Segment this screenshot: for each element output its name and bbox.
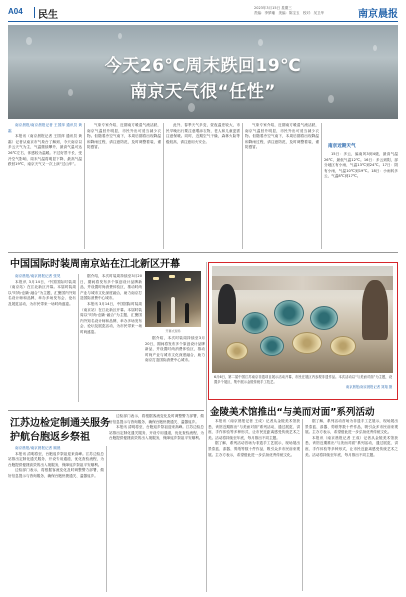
story-b-byline: 南京晨报/南京晨报记者 顾晨 <box>15 446 61 450</box>
header-divider <box>34 7 35 18</box>
header-editors: 责编：李梦璠 美编：陈宝玉 校对：吴卫华 <box>254 11 324 15</box>
weather-banner-photo <box>8 25 398 119</box>
cloisonne-plate <box>274 300 304 326</box>
weather-story-col2 <box>87 123 161 249</box>
weather-para: 此外，春季天气多变，昼夜温差较大，市民早晚出行要注意增添衣物，老人和儿童更需注意保暖。同时，近期空气干燥，森林火险等级较高，请注意用火安全。 <box>166 123 240 144</box>
column-divider <box>84 123 85 249</box>
cloisonne-plate <box>310 306 338 330</box>
weather-story-col5 <box>324 152 398 249</box>
story-a-para: 据介绍，本次时装周持续至3月20日，期间将发布多个原创设计品牌新品，并设置时尚消费体验区，推动时尚产业与城市文化深度融合，助力南京打造国际消费中心城市。 <box>145 336 205 363</box>
stage-light <box>185 278 191 281</box>
raindrop <box>118 33 122 39</box>
column-divider <box>163 123 164 249</box>
column-divider <box>106 446 107 592</box>
fashion-show-photo <box>145 271 201 327</box>
story-b-col1 <box>8 446 104 592</box>
feature-para: 据了解，系列活动首场为非遗手工艺展示，现场展出景泰蓝、漆器、剪纸等数十件作品，吸引众多市民前来观展。主办方表示，希望借此进一步弘扬优秀传统文化。 <box>208 441 300 457</box>
story-b-headline-2: 护航台胞返乡祭祖 <box>10 432 90 443</box>
story-a-byline: 南京晨报/南京晨报记者 张昊 <box>15 274 61 278</box>
story-a-col3 <box>145 336 205 402</box>
heritage-exhibit-photo <box>212 266 393 373</box>
model-figure <box>171 297 175 323</box>
feature-photo-box <box>208 262 398 400</box>
weather-byline: 南京晨报/南京晨报记者 王国萍 通讯员 黄霜 <box>8 123 82 133</box>
feature-para: 据了解，系列活动首场为非遗手工艺展示，现场展出景泰蓝、漆器、剪纸等数十件作品，吸引众多市民前来观展。主办方表示，希望借此进一步弘扬优秀传统文化。 <box>305 419 398 435</box>
column-divider <box>206 262 207 592</box>
weather-subheading: 南京近期天气 <box>328 144 356 149</box>
page-number: A04 <box>8 7 23 16</box>
feature-para: 本报讯（南京晨报记者 王成）记者从金陵美术馆获悉，该馆近期推出“与美而对面”系列活动，通过展览、讲座、手作体验等多种形式，让市民近距离感受传统艺术之美。活动将持续至年底，每月推出不同主题。 <box>305 435 398 457</box>
raindrop <box>26 37 32 45</box>
weather-para: 本报讯（南京晨报记者 王国萍 通讯员 黄霜）记者从南京市气象台了解到，今天南京以多云天气为主，气温继续攀升，最高气温可达26℃左右，体感较为温暖。不过好景不长，受冷空气影响，周末气温将明显下降，最高气温跌回19℃，南京天气又一次上演“过山车”。 <box>8 134 82 167</box>
story-a-col2 <box>80 274 142 402</box>
column-divider <box>78 274 79 402</box>
visitor-figure <box>362 280 388 340</box>
weather-story-col3 <box>166 123 240 249</box>
header-date: 2023年3月15日 星期三 <box>254 6 292 10</box>
story-b-para: 本报讯 清明将至，台胞返乡祭祖迎来高峰。江苏边检总站推出定制化通关服务，开设专用通道，优化查验流程，为台胞提供便捷高效的出入境服务，保障返乡祭祖平安顺利。 <box>109 425 204 441</box>
section-divider <box>8 252 398 253</box>
column-divider <box>302 419 303 591</box>
story-b-para: 边检部门表示，将根据客流变化及时调整警力部署，做好信息提示与咨询服务，确保台胞快捷通关、温馨返乡。 <box>109 414 204 424</box>
weather-headline-line1: 今天26℃周末跌回19℃ <box>104 56 302 76</box>
photo-credit: 南京晨报/南京晨报记者 刘翔 摄 <box>345 384 392 389</box>
ceramic-bowl <box>292 332 322 354</box>
feature-photo-caption <box>214 375 392 389</box>
visitor-figure <box>218 284 236 324</box>
weather-story-col1 <box>8 123 82 249</box>
weather-para: 气象专家介绍，近期南方暖湿气流活跃，南京气温回升明显，市民外出可适当减少衣物。但随着冷空气南下，本周后期将出现降温和降雨过程，请注意防范，及时调整着装，谨防感冒。 <box>245 123 319 150</box>
stage-light <box>169 275 175 278</box>
column-divider <box>242 123 243 249</box>
story-a-col1 <box>8 274 76 402</box>
story-a-para: 据介绍，本次时装周持续至3月20日，期间将发布多个原创设计品牌新品，并设置时尚消费体验区，推动时尚产业与城市文化深度融合，助力南京打造国际消费中心城市。 <box>80 274 142 301</box>
page-header <box>8 6 398 22</box>
feature-para: 本报讯（南京晨报记者 王成）记者从金陵美术馆获悉，该馆近期推出“与美而对面”系列活动，通过展览、讲座、手作体验等多种形式，让市民近距离感受传统艺术之美。活动将持续至年底，每月推出不同主题。 <box>208 419 300 440</box>
weather-story-col4 <box>245 123 319 249</box>
cloisonne-plate <box>260 336 284 356</box>
story-a-para: 本报讯 3月14日，中国国际时装周（南京站）在江北新区开幕。本届时装周以“时尚·创新·融合”为主题，汇聚国内外知名设计师和品牌，举办多场发布会、论坛及展览活动，为市民带来一场时尚盛宴。 <box>80 301 142 334</box>
stage-light <box>153 277 159 280</box>
model-figure <box>157 301 161 323</box>
ceramic-bowl <box>330 336 356 356</box>
raindrop <box>258 39 263 46</box>
weather-headline-line2: 南京天气很“任性” <box>130 82 276 102</box>
header-meta <box>254 6 334 16</box>
newspaper-logo: 南京晨报 <box>358 9 398 20</box>
weather-para: 气象专家介绍，近期南方暖湿气流活跃，南京气温回升明显，市民外出可适当减少衣物。但随着冷空气南下，本周后期将出现降温和降雨过程，请注意防范，及时调整着装，谨防感冒。 <box>87 123 161 150</box>
cloisonne-plate <box>242 312 268 334</box>
model-figure <box>185 303 189 323</box>
section-divider <box>8 410 204 411</box>
feature-headline: 金陵美术馆推出“与美而对面”系列活动 <box>210 407 375 418</box>
section-title: 民生 <box>38 10 58 21</box>
feature-col2 <box>305 419 398 591</box>
story-a-headline: 中国国际时装周南京站在江北新区开幕 <box>10 259 180 270</box>
weather-forecast: 15日：多云，偏南风3到4级，最高气温26℃，最低气温12℃。16日：多云到阴，部分地区有小雨，气温13℃到24℃。17日：阴有小雨，气温10℃到19℃。18日：小雨转多云，气温8℃到17℃。 <box>324 152 398 179</box>
column-divider <box>321 123 322 249</box>
caption-text: 6月6日，第二届中国江苏南京非遗项目展示活动开幕，市民在展区内参观非遗作品。本次活动以“与美而对面”为主题，设置多个展区，集中展示金陵传统手工技艺。 <box>214 375 392 384</box>
fashion-photo-caption: 开幕式现场 <box>165 329 181 333</box>
story-b-para: 边检部门表示，将根据客流变化及时调整警力部署，做好信息提示与咨询服务，确保台胞快捷通关、温馨返乡。 <box>8 468 104 478</box>
story-a-para: 本报讯 3月14日，中国国际时装周（南京站）在江北新区开幕。本届时装周以“时尚·创新·融合”为主题，汇聚国内外知名设计师和品牌，举办多场发布会、论坛及展览活动，为市民带来一场时尚盛宴。 <box>8 279 76 306</box>
raindrop <box>188 103 195 112</box>
story-b-para: 本报讯 清明将至，台胞返乡祭祖迎来高峰。江苏边检总站推出定制化通关服务，开设专用通道，优化查验流程，为台胞提供便捷高效的出入境服务，保障返乡祭祖平安顺利。 <box>8 451 104 467</box>
feature-col1 <box>208 419 300 591</box>
ceramic-bowl <box>226 342 248 360</box>
story-b-col2 <box>109 414 204 592</box>
story-b-headline-1: 江苏边检定制通关服务 <box>10 418 110 429</box>
